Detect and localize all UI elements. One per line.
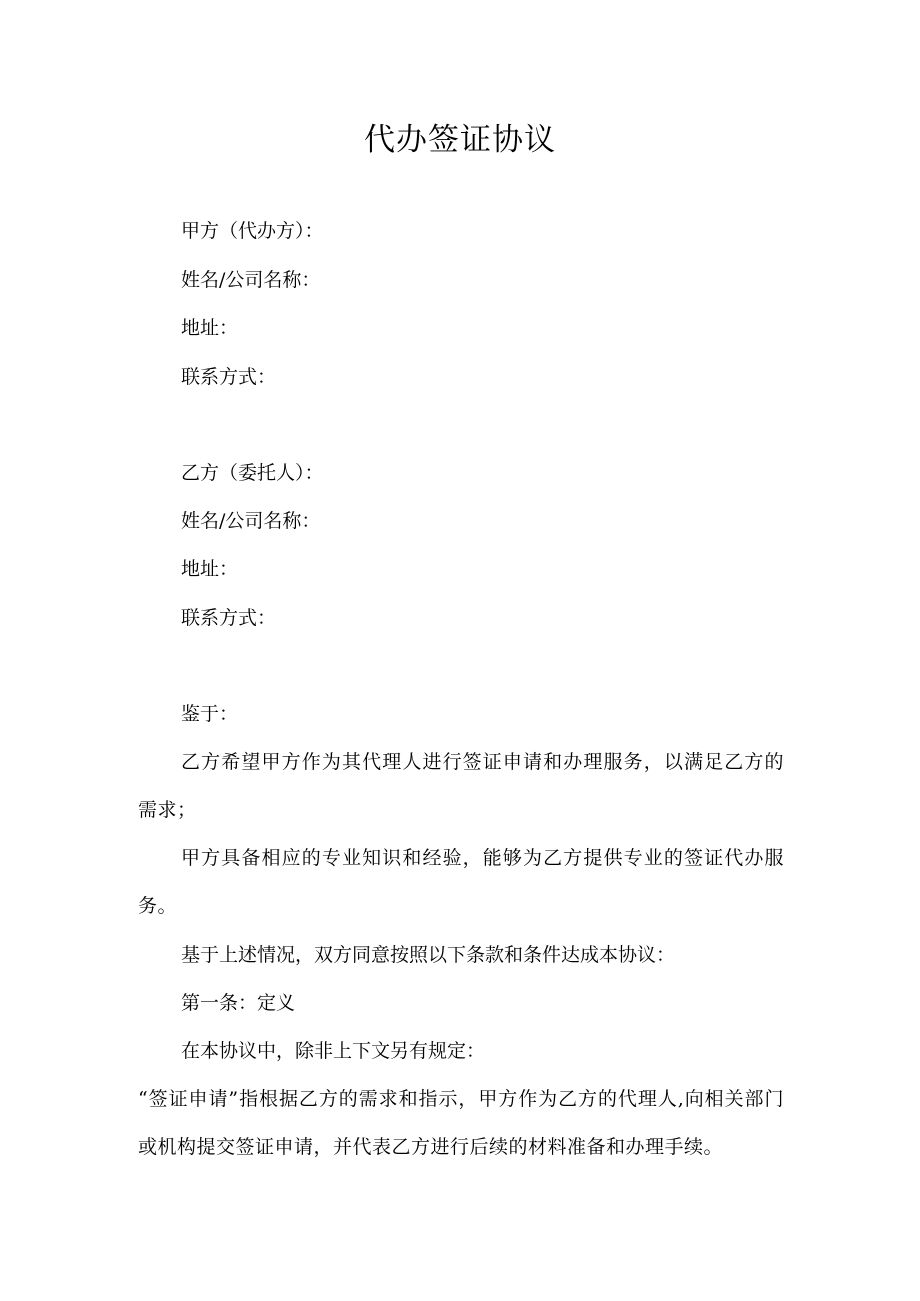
- whereas-paragraph-1: 乙方希望甲方作为其代理人进行签证申请和办理服务，以满足乙方的需求；: [138, 751, 784, 821]
- party-b-name-label: 姓名/公司名称：: [181, 510, 321, 532]
- article-1-heading: 第一条：定义: [181, 992, 296, 1014]
- party-a-contact-label: 联系方式：: [181, 366, 277, 388]
- party-a-heading: 甲方（代办方）：: [181, 220, 324, 242]
- document-title: 代办签证协议: [364, 122, 556, 158]
- whereas-paragraph-3: 基于上述情况，双方同意按照以下条款和条件达成本协议：: [181, 944, 676, 966]
- article-1-intro: 在本协议中，除非上下文另有规定：: [181, 1040, 486, 1062]
- party-a-address-label: 地址：: [181, 317, 239, 339]
- party-a-name-label: 姓名/公司名称：: [181, 269, 321, 291]
- whereas-paragraph-2: 甲方具备相应的专业知识和经验，能够为乙方提供专业的签证代办服务。: [138, 847, 784, 917]
- whereas-heading: 鉴于：: [181, 703, 239, 725]
- article-1-definition-visa-application: “签证申请”指根据乙方的需求和指示，甲方作为乙方的代理人,向相关部门或机构提交签证申请，并代表乙方进行后续的材料准备和办理手续。: [138, 1088, 784, 1158]
- party-b-heading: 乙方（委托人）：: [181, 462, 324, 484]
- party-b-address-label: 地址：: [181, 558, 239, 580]
- party-b-contact-label: 联系方式：: [181, 607, 277, 629]
